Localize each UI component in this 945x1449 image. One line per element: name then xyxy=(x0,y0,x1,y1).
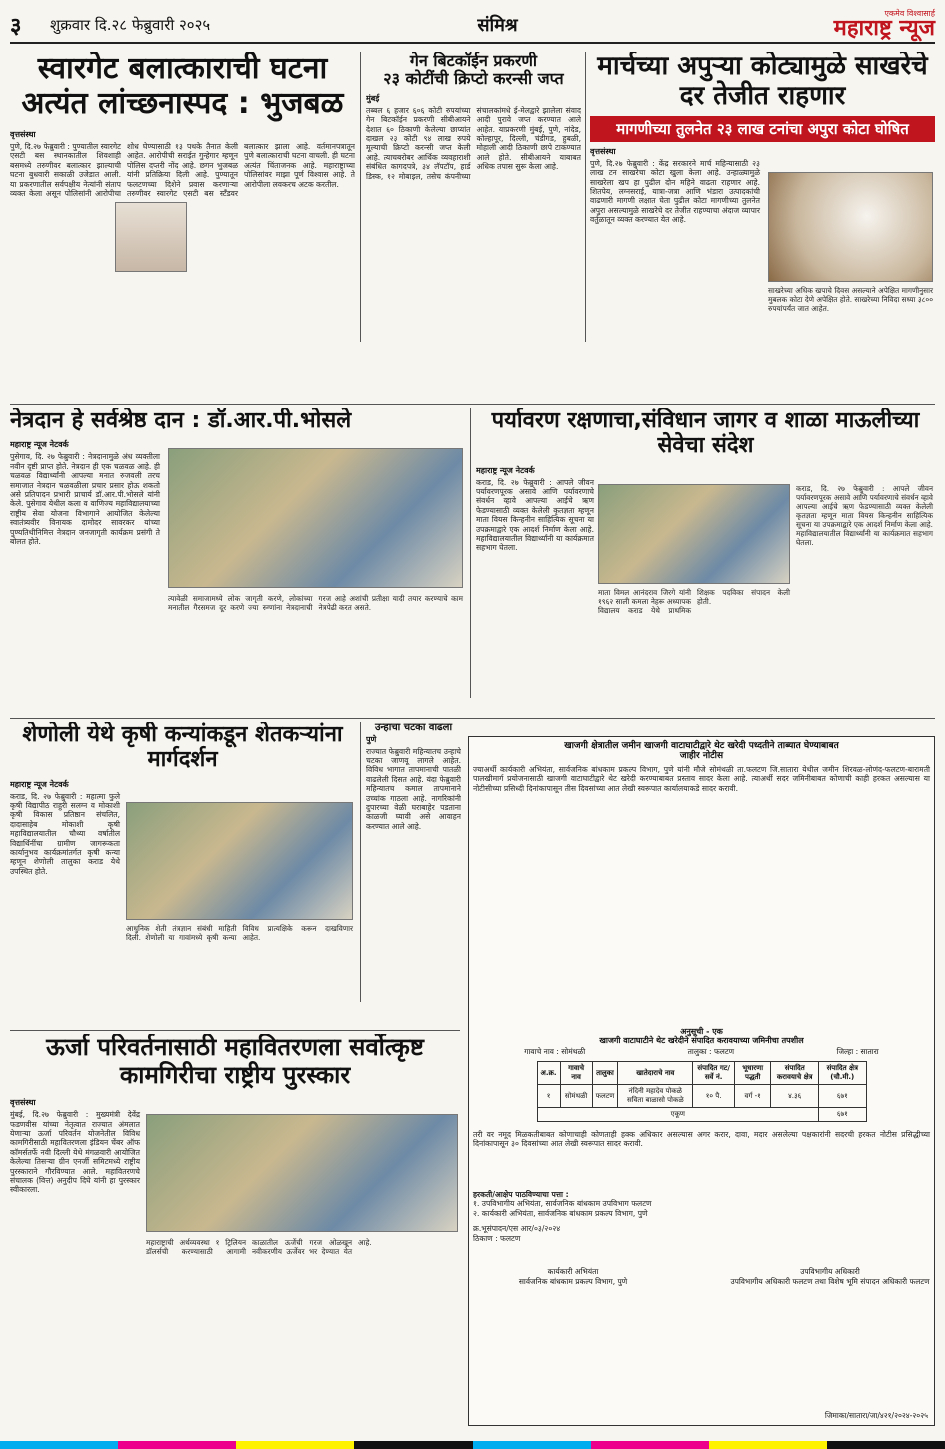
headline: मार्चच्या अपुऱ्या कोट्यामुळे साखरेचे दर तेजीत राहणार xyxy=(597,52,928,111)
byline: वृत्तसंस्था xyxy=(10,130,36,139)
article-body: कराड, दि. २७ फेब्रुवारी : आपले जीवन पर्यावरणपूरक असावे आणि पर्यावरणाचे संवर्धन व्हावे आपल्या आईचे ऋण फेडण्यासाठी व्यक्त केलेली कृतज्ञता म्हणून माता वियस किन्हनीन साहित्यिक सूचना या उपक्रमाद्वारे एक आदर्श निर्माण केला आहे. महाविद्यालयातील विद्यार्थ्यांनी या कार्यक्रमात सहभाग घेतला. xyxy=(476,477,594,553)
notice-closing: तरी वर नमूद मिळकतीबाबत कोणाचाही कोणताही हक्क अधिकार असल्यास अगर करार, दावा, मदार असलेल्या पक्षकारांनी सदरची हरकत नोटीस प्रसिद्धीच्या दिनांकापासून ३० दिवसांच्या आत लेखी स्वरूपात सादर करावी. xyxy=(473,1130,930,1149)
table-header: संपादित क्षेत्र (चौ.मी.) xyxy=(819,1062,866,1085)
masthead xyxy=(10,8,935,44)
photo-caption: माता विमल आनंदराव जिरगे यांनी १९६२ साली कमला नेहरू अध्यापक विद्यालय कराड येथे प्राथमिक शिक्षक पदविका संपादन केली होती. xyxy=(598,588,790,615)
village-label: गावाचे नाव : सोमंथळी xyxy=(524,1047,586,1057)
photo-caption: महाराष्ट्राची अर्थव्यवस्था १ ट्रिलियन डॉलर्सची करण्यासाठी आगामी काळातील ऊर्जेची गरज ओळखून नवीकरणीय ऊर्जेवर भर देण्यात येत आहे. xyxy=(146,1238,372,1256)
agri-photo xyxy=(126,802,353,920)
row-rule xyxy=(10,718,935,719)
section-title: संमिश्र xyxy=(477,15,518,36)
headline: स्वारगेट बलात्काराची घटना अत्यंत लांच्छनास्पद : भुजबळ xyxy=(21,52,344,121)
article-body: राज्यात फेब्रुवारी महिन्यातच उन्हाचे चटका जाणवू लागले आहेत. विविध भागात तापमानाची पातळी वाढलेली दिसत आहे. यंदा फेब्रुवारी महिन्यातच कमाल तापमानाने उच्चांक गाठला आहे. नागरिकांनी दुपारच्या वेळी घराबाहेर पडताना काळजी घ्यावी असे आवाहन करण्यात आले आहे. xyxy=(366,746,461,831)
article-bitcoin xyxy=(366,52,581,342)
table-total-row xyxy=(537,1108,866,1122)
headline: पर्यावरण रक्षणाचा,संविधान जागर व शाळा माऊलीच्या सेवेचा संदेश xyxy=(491,408,920,459)
row-rule xyxy=(10,1030,460,1031)
table-header: संपादित गट/सर्वे नं. xyxy=(693,1062,735,1085)
article-agri xyxy=(10,722,355,1002)
brand-name: महाराष्ट्र न्यूज xyxy=(833,16,935,41)
brand-tagline: एकमेव विश्वासार्ह xyxy=(884,9,935,18)
notice-title: खाजगी क्षेत्रातील जमीन खाजगी वाटाघाटीद्वारे थेट खरेदी पध्दतीने ताब्यात घेण्याबाबत xyxy=(564,741,839,751)
table-header: खातेदाराचे नाव xyxy=(618,1062,693,1085)
address-title: हरकती/आक्षेप पाठविण्याचा पत्ता : xyxy=(473,1190,569,1200)
column-rule xyxy=(470,408,471,698)
signatory-1: कार्यकारी अभियंता xyxy=(547,1267,599,1277)
notice-body: ज्याअर्थी कार्यकारी अभियंता, सार्वजनिक बांधकाम प्रकल्प विभाग, पुणे यांनी मौजे सोमंथळी ता.फलटण जि.सातारा येथील जमीन शिरवळ-लोणंद-फलटण-बारामती पालखीमार्ग प्रयोजनासाठी खाजगी वाटाघाटीद्वारे थेट खरेदी करण्याबाबत प्रस्ताव सादर केला आहे. त्याअर्थी सदर जमिनीबाबत कोणाची काही हरकत असल्यास या नोटीसीच्या प्रसिध्दी दिनांकापासून तीस दिवसांच्या आत लेखी स्वरूपात कार्यालयाकडे सादर करावी. xyxy=(473,764,930,793)
byline: मुंबई xyxy=(366,93,380,103)
article-heat xyxy=(366,722,461,1002)
column-rule xyxy=(360,722,361,1002)
signatory-1-office: सार्वजनिक बांधकाम प्रकल्प विभाग, पुणे xyxy=(518,1277,628,1287)
land-table xyxy=(537,1061,867,1122)
table-cell: १० पै. xyxy=(693,1085,735,1108)
signatory-2-office: उपविभागीय अधिकारी फलटण तथा विशेष भूमि संपादन अधिकारी फलटण xyxy=(730,1277,930,1287)
byline: महाराष्ट्र न्यूज नेटवर्क xyxy=(10,779,69,789)
table-cell: वर्ग -१ xyxy=(734,1085,770,1108)
table-cell: ६७१ xyxy=(819,1085,866,1108)
table-header: तालुका xyxy=(592,1062,618,1085)
byline: महाराष्ट्र न्यूज नेटवर्क xyxy=(476,465,535,475)
place: ठिकाण : फलटण xyxy=(473,1233,521,1243)
article-environment xyxy=(476,408,935,698)
photo-caption: आधुनिक शेती तंत्रज्ञान संबंधी माहिती दिली. शेणोली या गावांमध्ये कृषी कन्या विविध प्रात्यक्षिके करून दाखविणार आहेत. xyxy=(126,924,353,942)
table-cell: सोमंथळी xyxy=(560,1085,592,1108)
headline-line2: २३ कोटींची क्रिप्टो करन्सी जप्त xyxy=(383,69,564,89)
highlight-band: मागणीच्या तुलनेत २३ लाख टनांचा अपुरा कोटा घोषित xyxy=(590,116,935,142)
article-body: मुंबई, दि.२७ फेब्रुवारी : मुख्यमंत्री देवेंद्र फडणवीस यांच्या नेतृत्वात राज्यात अंमलात येणाऱ्या ऊर्जा परिवर्तन योजनेतील विविध कामगिरीसाठी महावितरणला इंडियन चेंबर ऑफ कॉमर्सतर्फे नवी दिल्ली येथे मंगळवारी आयोजित केलेल्या तिसऱ्या ग्रीन एनर्जी समिटमध्ये राष्ट्रीय पुरस्काराने गौरविण्यात आले. महावितरणचे संचालक (वित्त) अनुदीप दिघे यांनी हा पुरस्कार स्वीकारला. xyxy=(10,1110,140,1195)
article-body: तब्बल ६ हजार ६०६ कोटी रुपयांच्या गेन बिटकॉईन प्रकरणी सीबीआयने देशात ६० ठिकाणी केलेल्या छाप्यांत दाखल २३ कोटी ९४ लाख रुपये मूल्याची क्रिप्टो करन्सी जप्त केली आहे. त्याचबरोबर आर्थिक व्यवहाराशी संबंधित कागदपत्रे, ३४ लॅपटॉप, हार्ड डिस्क, १२ मोबाइल, तसेच कंपनीच्या संचालकांमधे ई-मेलद्वारे झालेला संवाद आदी पुरावे जप्त करण्यात आले आहेत. याप्रकरणी मुंबई, पुणे, नांदेड, कोल्हापूर, दिल्ली, चंडीगड, हुबळी, मोहाली आदी ठिकाणी छापे टाकण्यात आले होते. सीबीआयने याबाबत अधिक तपास सुरू केला आहे. xyxy=(366,105,581,181)
article-bhujbal xyxy=(10,52,355,342)
table-cell: ४.३६ xyxy=(771,1085,819,1108)
byline: वृत्तसंस्था xyxy=(10,1098,36,1108)
print-color-bar xyxy=(0,1441,945,1449)
article-body: कराड, दि. २७ फेब्रुवारी : महात्मा फुले कृषी विद्यापीठ राहुरी सलग्न व मोकाशी कृषी विकास प्रतिष्ठान संचलित, दादासाहेब मोकाशी कृषी महाविद्यालयातील चौथ्या वर्षातील विद्यार्थिनींचा ग्रामीण जागरूकता कार्यानुभव कार्यक्रमांतर्गत कृषी कन्या म्हणून शेणोली तालुका कराड येथे उपस्थित होते. xyxy=(10,791,120,876)
district-label: जिल्हा : सातारा xyxy=(836,1047,879,1057)
table-header-row xyxy=(537,1062,866,1085)
address-1: १. उपविभागीय अभियंता, सार्वजनिक बांधकाम उपविभाग फलटण xyxy=(473,1199,652,1209)
headline: नेत्रदान हे सर्वश्रेष्ठ दान : डॉ.आर.पी.भोसले xyxy=(10,408,352,433)
photo-caption: साखरेच्या अधिक खपाचे दिवस असल्याने अपेक्षित मागणीनुसार मुबलक कोटा देणे अपेक्षित होते. साखरेच्या निविदा सध्या ३८०० रुपयांपर्यंत जात आहेत. xyxy=(768,286,933,313)
total-value: ६७१ xyxy=(819,1108,866,1122)
reference-no: क्र.भूसंपादन/एस आर/०३/२०२४ xyxy=(473,1224,561,1234)
eye-donation-photo xyxy=(168,448,463,588)
public-notice xyxy=(468,736,935,1426)
table-cell: नंदिनी महादेव पोकळे सविता बाळासो पोकळे xyxy=(618,1085,693,1108)
byline: महाराष्ट्र न्यूज नेटवर्क xyxy=(10,440,69,450)
side-text: कराड, दि. २७ फेब्रुवारी : आपले जीवन पर्यावरणपूरक असावे आणि पर्यावरणाचे संवर्धन व्हावे आपल्या आईचे ऋण फेडण्यासाठी व्यक्त केलेली कृतज्ञता म्हणून माता वियस किन्हनीन साहित्यिक सूचना या उपक्रमाद्वारे एक आदर्श निर्माण केला आहे. महाविद्यालयातील विद्यार्थ्यांनी या कार्यक्रमात सहभाग घेतला. xyxy=(796,484,933,547)
schedule-title: अनुसूची - एक xyxy=(680,1026,723,1036)
notice-footer: जिमाका/सातारा/जा/४२१/२०२४-२०२५ xyxy=(824,1411,928,1420)
article-body: पुणे, दि.२७ फेब्रुवारी : पुण्यातील स्वारगेट एसटी बस स्थानकातील शिवशाही बसमध्ये तरुणीवर बलात्कार झाल्याची घटना बुधवारी सकाळी उजेडात आली. या प्रकरणातील सर्वपक्षीय नेत्यांनी संताप व्यक्त केला असून पोलिसांनी आरोपीचा शोध घेण्यासाठी १३ पथके तैनात केली आहेत. आरोपीची सराईत गुन्हेगार म्हणून पोलिस दप्तरी नोंद आहे. छगन भुजबळ यांनी प्रतिक्रिया दिली आहे. पुण्यातून फलटणच्या दिशेने प्रवास करणाऱ्या तरुणीवर स्वारगेट एसटी बस स्टँडवर बलात्कार झाला आहे. वर्तमानपत्रातून पुणे बलात्काराची घटना वाचली. ही घटना अत्यंत चिंताजनक आहे. महाराष्ट्राच्या पोलिसांवर माझा पूर्ण विश्वास आहे. ते आरोपीला लवकरच अटक करतील. xyxy=(10,142,355,199)
article-body: पुणे, दि.२७ फेब्रुवारी : केंद्र सरकारने मार्च महिन्यासाठी २३ लाख टन साखरेचा कोटा खुला केला आहे. उन्हाळ्यामुळे साखरेला खप हा पुढील दोन महिने वाढता राहणार आहे. शितपेय, लग्नसराई, यात्रा-जत्रा आणि भंडारा उत्पादकांची वाढणारी मागणी लक्षात घेता पुढील कोटा मागणीच्या तुलनेत अपुरा असल्यामुळे साखरेचे दर तेजीत राहण्याचा अंदाज व्यापार वर्तुळातून व्यक्त करण्यात येत आहे. xyxy=(590,158,760,225)
table-cell: फलटण xyxy=(592,1085,618,1108)
article-mahavitaran xyxy=(10,1034,460,1429)
table-header: भूधारणा पद्धती xyxy=(734,1062,770,1085)
column-rule xyxy=(585,52,586,342)
award-photo xyxy=(146,1114,458,1232)
environment-photo xyxy=(598,484,790,584)
taluka-label: तालुका : फलटण xyxy=(687,1047,735,1057)
page-number: ३ xyxy=(10,13,22,39)
schedule-subtitle: खाजगी वाटाघाटीने थेट खरेदीने संपादित करावयाच्या जमिनीचा तपशील xyxy=(599,1035,804,1045)
bhujbal-photo xyxy=(115,202,187,272)
byline: वृत्तसंस्था xyxy=(590,146,616,156)
table-header: अ.क्र. xyxy=(537,1062,560,1085)
brand-logo xyxy=(745,10,935,40)
headline-line1: गेन बिटकॉईन प्रकरणी xyxy=(409,52,538,70)
article-body: पुसेगाव, दि. २७ फेब्रुवारी : नेत्रदानामुळे अंध व्यक्तीला नवीन दृष्टी प्राप्त होते. नेत्रदान ही एक चळवळ आहे. ही चळवळ विद्यार्थ्यांनी आपल्या मनात रुजवली तरच समाजात नेत्रदान चळवळीला प्रचार प्रसार होऊ शकतो असे प्रतिपादन प्रभारी प्राचार्य डॉ.आर.पी.भोसले यांनी केले. पुसेगाव येथील कला व वाणिज्य महाविद्यालयाच्या राष्ट्रीय सेवा योजना विभागाने आयोजित केलेल्या स्वातंत्र्यवीर विनायक दामोदर सावरकर यांच्या पुण्यतिथीनिमित्त नेत्रदान जनजागृती कार्यक्रम प्रसंगी ते बोलत होते. xyxy=(10,452,160,546)
article-eye-donation xyxy=(10,408,465,698)
headline: ऊर्जा परिवर्तनासाठी महावितरणला सर्वोत्कृष्ट कामगिरीचा राष्ट्रीय पुरस्कार xyxy=(46,1034,424,1089)
row-rule xyxy=(10,404,935,405)
headline: शेणोली येथे कृषी कन्यांकडून शेतकऱ्यांना मार्गदर्शन xyxy=(22,722,343,773)
headline: उन्हाचा चटका वाढला xyxy=(374,722,453,733)
photo-caption: त्यावेळी समाजामध्ये लोक जागृती करणे, लोकांच्या मनातील गैरसमज दूर करणे ज्या रुग्णांना नेत्रदानाची गरज आहे अशांची प्रतीक्षा यादी तयार करण्याचे काम नेत्रपेढी करत असते. xyxy=(168,594,463,612)
article-sugar xyxy=(590,52,935,342)
address-2: २. कार्यकारी अभियंता, सार्वजनिक बांधकाम प्रकल्प विभाग, पुणे xyxy=(473,1208,648,1218)
signatory-2: उपविभागीय अधिकारी xyxy=(800,1267,860,1277)
table-header: संपादित करावयाचे क्षेत्र xyxy=(771,1062,819,1085)
byline: पुणे xyxy=(366,734,377,744)
column-rule xyxy=(360,52,361,342)
total-label: एकूण xyxy=(537,1108,819,1122)
notice-subtitle: जाहीर नोटीस xyxy=(679,751,724,762)
table-cell: १ xyxy=(537,1085,560,1108)
table-header: गावाचे नाव xyxy=(560,1062,592,1085)
issue-date: शुक्रवार दि.२८ फेब्रुवारी २०२५ xyxy=(50,16,211,34)
sugar-photo xyxy=(768,172,933,282)
table-row xyxy=(537,1085,866,1108)
